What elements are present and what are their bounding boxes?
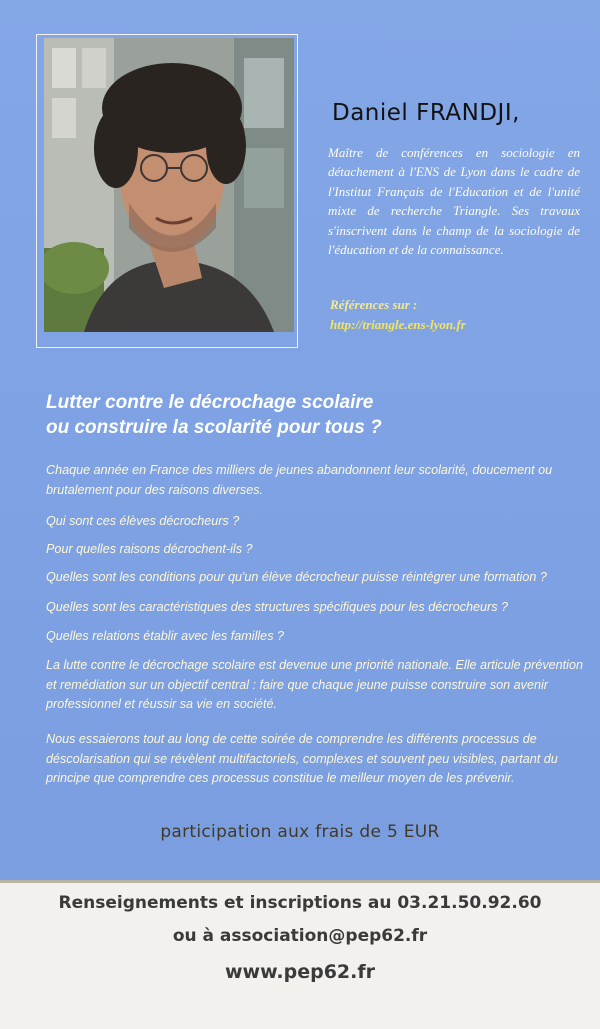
question-item: Quelles relations établir avec les familles ? [46,629,284,643]
participation-fee: participation aux frais de 5 EUR [160,822,440,842]
divider [0,880,600,883]
portrait-illustration [44,38,294,332]
references-link[interactable]: http://triangle.ens-lyon.fr [330,317,466,332]
speaker-bio: Maître de conférences en sociologie en détachement à l'ENS de Lyon dans le cadre de l'Institut Français de l'Education et de l'unité mixte de recherche Triangle. Ses travaux s'inscrivent dans le champ de la sociologie de l'éducation et de la connaissance. [328,145,580,258]
contact-email-line[interactable]: ou à association@pep62.fr [172,926,428,946]
headline-line-2: ou construire la scolarité pour tous ? [46,417,382,438]
evening-paragraph: Nous essaierons tout au long de cette soirée de comprendre les différents processus de déscolarisation qui se révèlent multifactoriels, complexes et souvent peu visibles, partant du principe que comprendre ces processus constitue le meilleur moyen de les prévenir. [46,732,558,785]
question-item: Quelles sont les caractéristiques des structures spécifiques pour les décrocheurs ? [46,600,508,614]
article-headline [46,390,566,440]
intro-paragraph: Chaque année en France des milliers de jeunes abandonnent leur scolarité, doucement ou brutalement pour des raisons diverses. [46,463,553,497]
references [330,295,466,335]
headline-line-1: Lutter contre le décrochage scolaire [46,392,374,413]
question-item: Pour quelles raisons décrochent-ils ? [46,542,253,556]
contact-phone-line: Renseignements et inscriptions au 03.21.50.92.60 [58,893,542,913]
question-item: Quelles sont les conditions pour qu'un élève décrocheur puisse réintégrer une formation ? [46,570,547,584]
speaker-name: Daniel FRANDJI, [332,100,520,126]
priority-paragraph: La lutte contre le décrochage scolaire est devenue une priorité nationale. Elle articule prévention et remédiation sur un objectif central : faire que chaque jeune puisse construire son avenir professionnel et réussir sa vie en société. [46,658,583,711]
question-item: Qui sont ces élèves décrocheurs ? [46,514,240,528]
references-label: Références sur : [330,297,418,312]
website-link[interactable]: www.pep62.fr [224,961,376,983]
speaker-photo [44,38,294,332]
